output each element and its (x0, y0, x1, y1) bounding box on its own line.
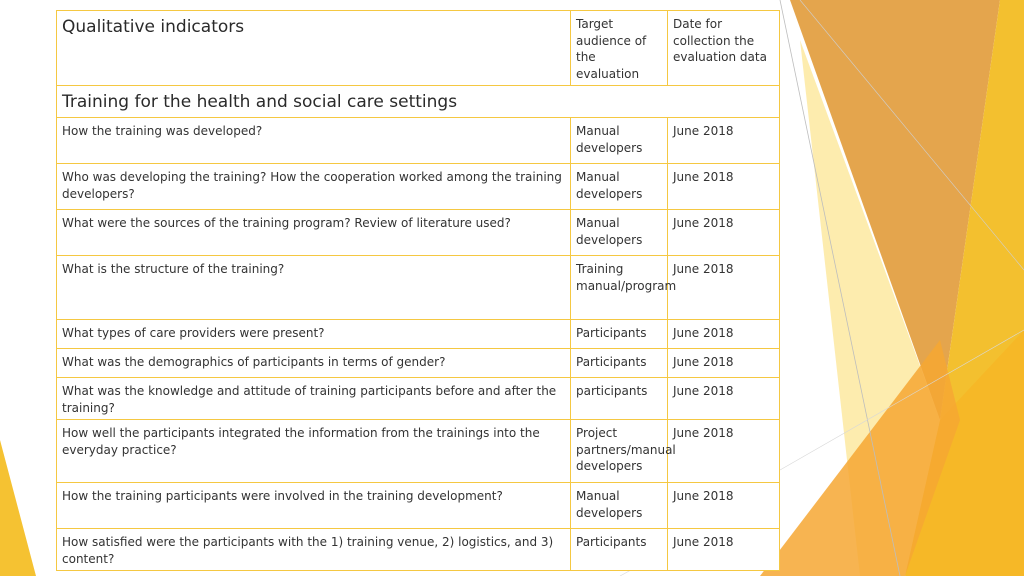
header-date: Date for collection the evaluation data (668, 11, 780, 86)
row-date: June 2018 (668, 118, 780, 164)
row-question: What was the knowledge and attitude of training participants before and after the training? (57, 378, 571, 420)
row-question: Who was developing the training? How the cooperation worked among the training developers? (57, 164, 571, 210)
header-audience: Target audience of the evaluation (571, 11, 668, 86)
row-question: How well the participants integrated the information from the trainings into the everyday practice? (57, 420, 571, 483)
row-audience: Training manual/program (571, 256, 668, 320)
section-title: Training for the health and social care settings (57, 86, 780, 118)
row-audience: Manual developers (571, 164, 668, 210)
table-row (57, 164, 780, 210)
header-indicator: Qualitative indicators (57, 11, 571, 86)
table-row (57, 349, 780, 378)
evaluation-table (56, 10, 780, 571)
table-row (57, 378, 780, 420)
row-date: June 2018 (668, 256, 780, 320)
row-date: June 2018 (668, 420, 780, 483)
row-question: What types of care providers were present? (57, 320, 571, 349)
table-header-row (57, 11, 780, 86)
row-audience: Participants (571, 529, 668, 571)
row-question: What was the demographics of participants in terms of gender? (57, 349, 571, 378)
row-date: June 2018 (668, 529, 780, 571)
row-question: How satisfied were the participants with the 1) training venue, 2) logistics, and 3) content? (57, 529, 571, 571)
table-row (57, 118, 780, 164)
row-date: June 2018 (668, 164, 780, 210)
section-row (57, 86, 780, 118)
row-audience: Project partners/manual developers (571, 420, 668, 483)
row-audience: participants (571, 378, 668, 420)
table-row (57, 320, 780, 349)
row-date: June 2018 (668, 378, 780, 420)
row-audience: Manual developers (571, 210, 668, 256)
row-question: How the training participants were involved in the training development? (57, 483, 571, 529)
row-date: June 2018 (668, 210, 780, 256)
row-question: What were the sources of the training program? Review of literature used? (57, 210, 571, 256)
row-question: How the training was developed? (57, 118, 571, 164)
table-row (57, 210, 780, 256)
row-audience: Participants (571, 320, 668, 349)
row-question: What is the structure of the training? (57, 256, 571, 320)
table-row (57, 483, 780, 529)
row-date: June 2018 (668, 349, 780, 378)
table-row (57, 420, 780, 483)
table-row (57, 529, 780, 571)
row-audience: Manual developers (571, 483, 668, 529)
row-date: June 2018 (668, 320, 780, 349)
row-date: June 2018 (668, 483, 780, 529)
row-audience: Manual developers (571, 118, 668, 164)
facet-left-yellow (0, 440, 36, 576)
row-audience: Participants (571, 349, 668, 378)
table-row (57, 256, 780, 320)
